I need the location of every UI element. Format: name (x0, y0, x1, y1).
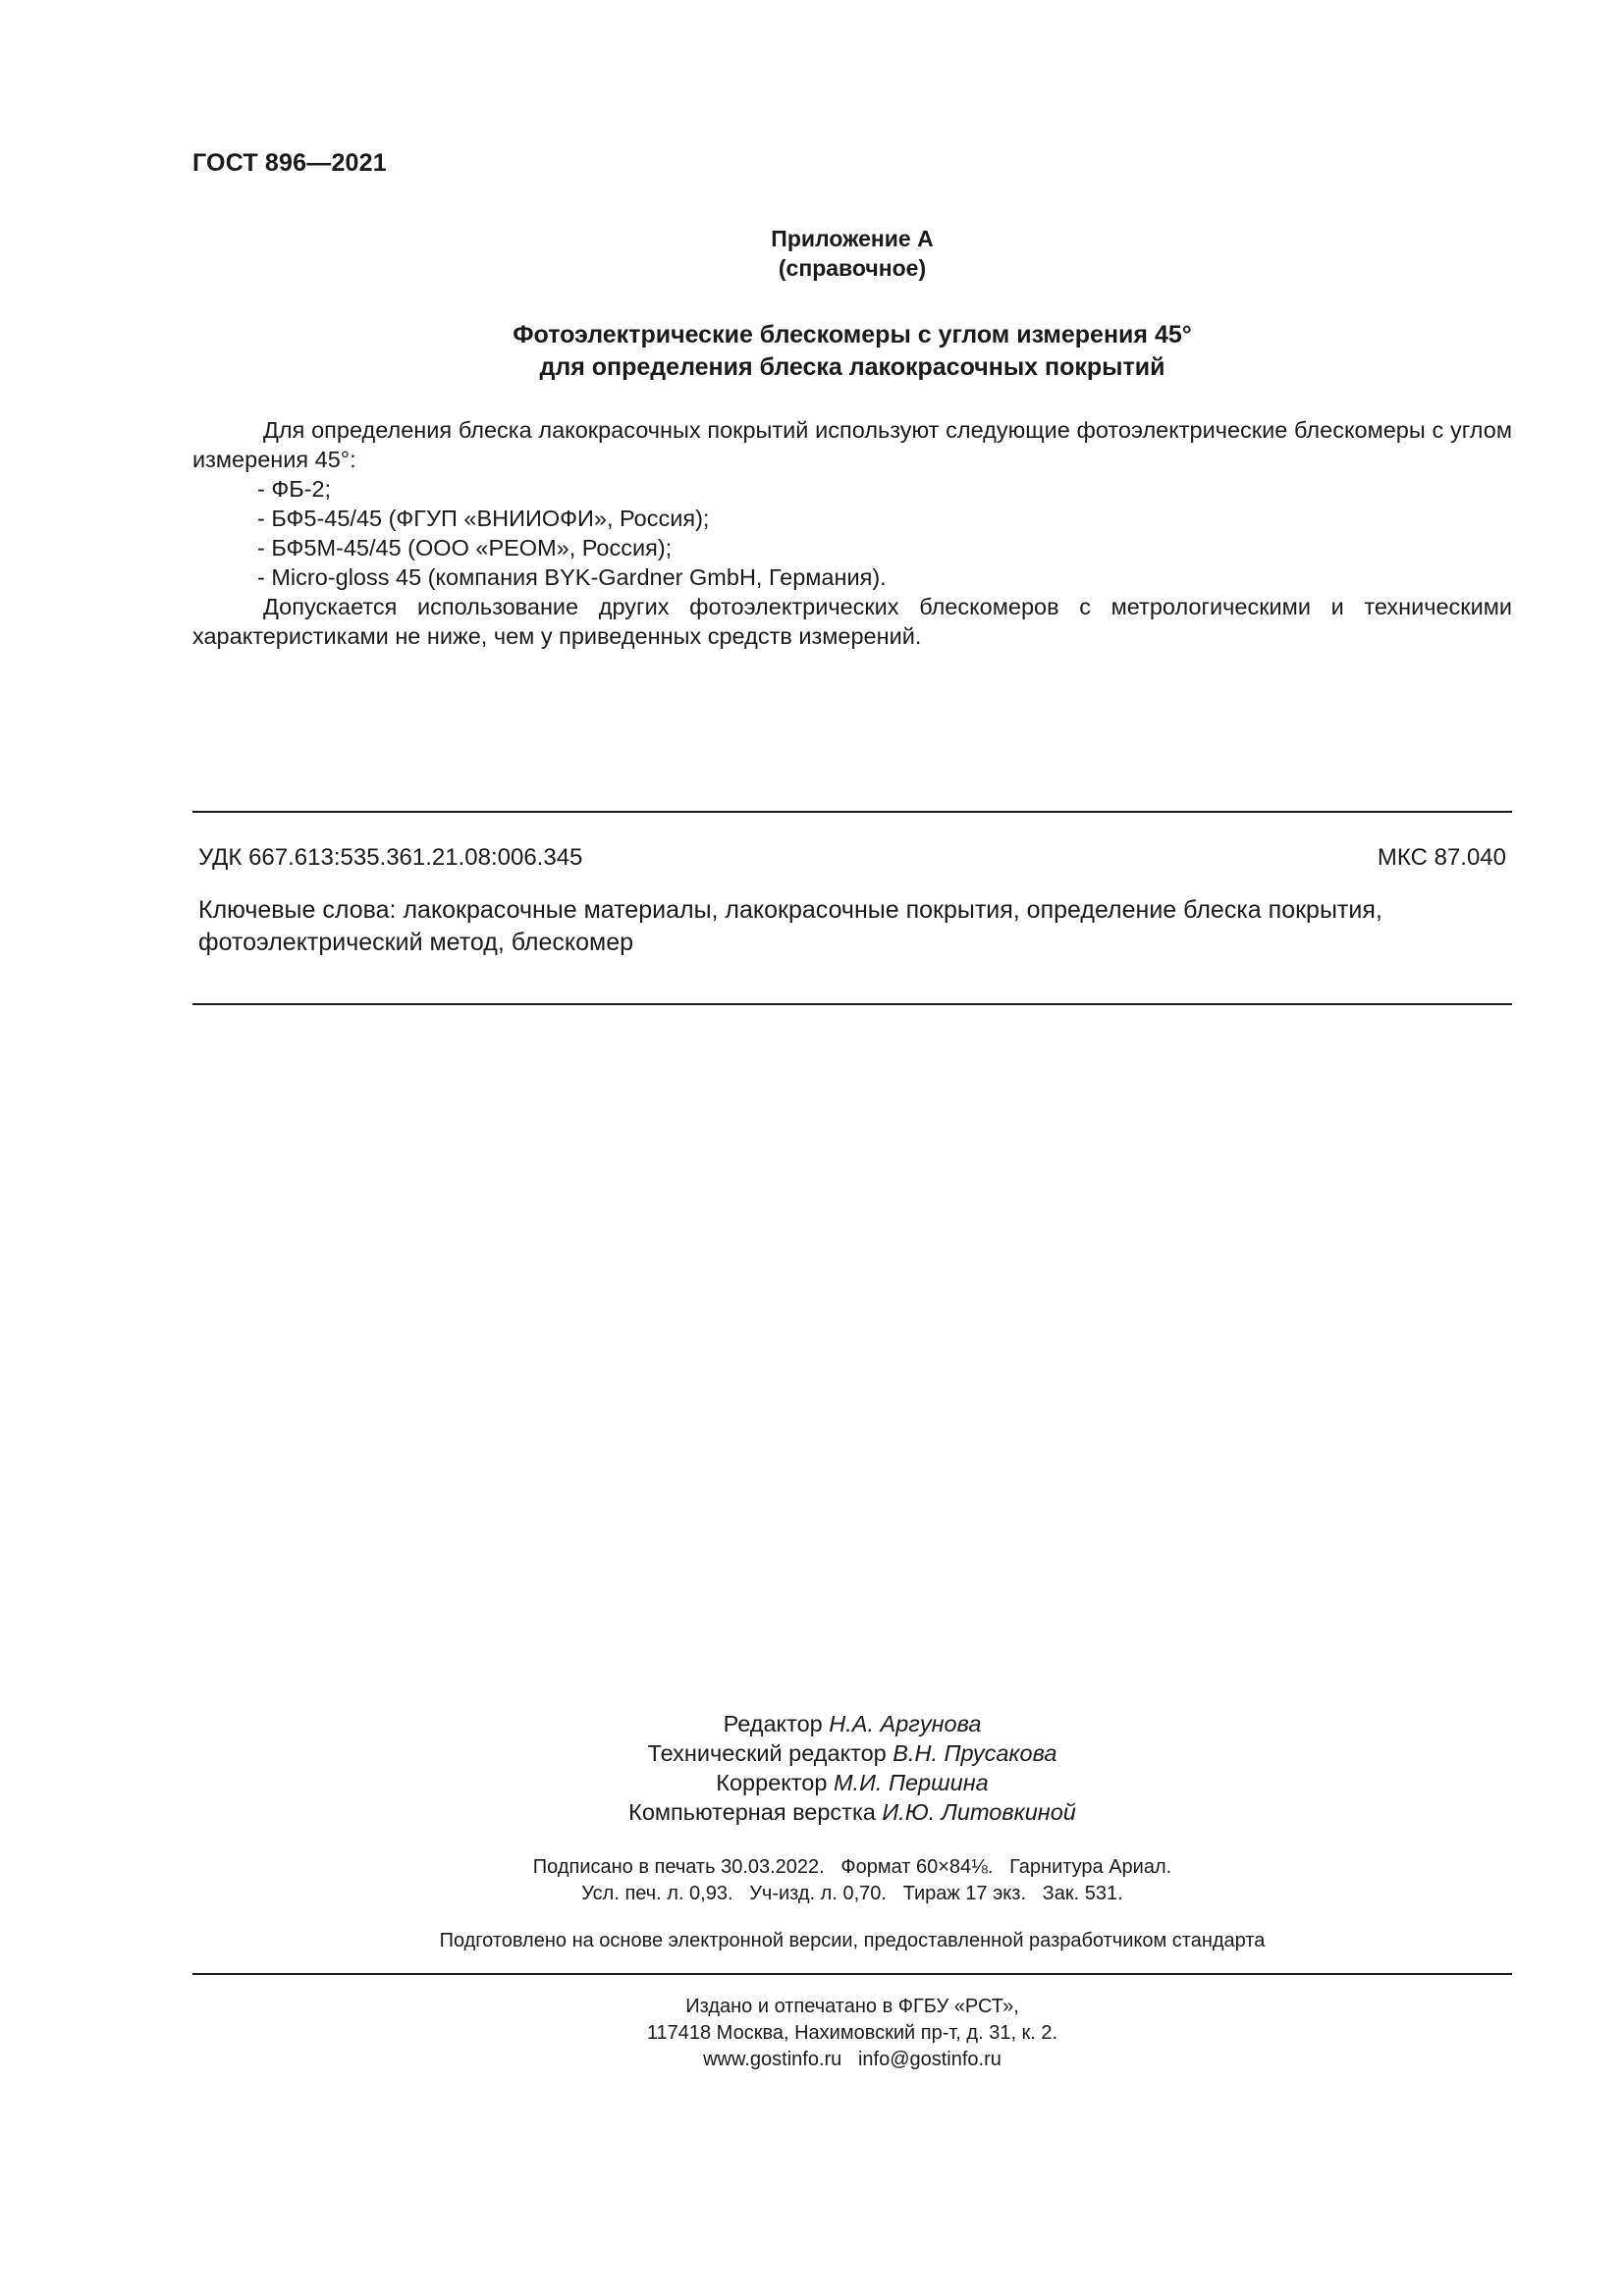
credit-role: Компьютерная верстка (628, 1799, 876, 1825)
credit-line (192, 1738, 1512, 1768)
list-item: - ФБ-2; (257, 476, 332, 502)
credit-line (192, 1797, 1512, 1827)
annex-body (192, 415, 1512, 651)
credit-role: Технический редактор (647, 1740, 887, 1766)
prepared-note: Подготовлено на основе электронной версии, предоставленной разработчиком стандарта (439, 1930, 1266, 1951)
intro-paragraph: Для определения блеска лакокрасочных покрытий используют следующие фотоэлектрические блескомеры с углом измерения 45°: (192, 417, 1512, 472)
closing-paragraph: Допускается использование других фотоэлектрических блескомеров с метрологическими и техническими характеристиками не ниже, чем у приведенных средств измерений. (192, 594, 1512, 649)
list-item: - Micro-gloss 45 (компания BYK-Gardner GmbH, Германия). (257, 564, 887, 590)
divider-top (192, 811, 1512, 813)
credit-name: И.Ю. Литовкиной (882, 1799, 1076, 1825)
credit-name: В.Н. Прусакова (893, 1740, 1057, 1766)
publisher-line3: www.gostinfo.ru info@gostinfo.ru (703, 2049, 1001, 2070)
credits-block (192, 1709, 1512, 1827)
print-info-line1: Подписано в печать 30.03.2022. Формат 60×84⅛. Гарнитура Ариал. (532, 1856, 1172, 1878)
print-info-line2: Усл. печ. л. 0,93. Уч-изд. л. 0,70. Тираж 17 экз. Зак. 531. (581, 1883, 1123, 1904)
list-item: - БФ5М-45/45 (ООО «РЕОМ», Россия); (257, 535, 673, 561)
keywords: Ключевые слова: лакокрасочные материалы, лакокрасочные покрытия, определение блеска покрытия, фотоэлектрический метод, блескомер (198, 896, 1382, 956)
annex-heading-line2: для определения блеска лакокрасочных покрытий (539, 353, 1165, 381)
credit-role: Корректор (716, 1770, 828, 1795)
annex-title: Приложение А (771, 226, 934, 251)
publisher-block (192, 1994, 1512, 2073)
annex-title-block (192, 224, 1512, 283)
list-item: - БФ5-45/45 (ФГУП «ВНИИОФИ», Россия); (257, 506, 710, 531)
publisher-line1: Издано и отпечатано в ФГБУ «РСТ», (685, 1996, 1019, 2017)
annex-heading (192, 319, 1512, 384)
divider-bottom (192, 1003, 1512, 1005)
credit-line (192, 1768, 1512, 1797)
credit-line (192, 1709, 1512, 1738)
mks-code: МКС 87.040 (1377, 844, 1506, 871)
credit-name: М.И. Першина (833, 1770, 989, 1795)
standard-number: ГОСТ 896—2021 (192, 149, 387, 177)
annex-status: (справочное) (778, 255, 927, 281)
credit-name: Н.А. Аргунова (829, 1711, 982, 1736)
publisher-line2: 117418 Москва, Нахимовский пр-т, д. 31, к. 2. (646, 2022, 1058, 2044)
annex-heading-line1: Фотоэлектрические блескомеры с углом измерения 45° (513, 321, 1192, 348)
udc-code: УДК 667.613:535.361.21.08:006.345 (198, 844, 583, 871)
credit-role: Редактор (723, 1711, 823, 1736)
divider-footer (192, 1973, 1512, 1975)
print-info (192, 1854, 1512, 1907)
classification-row (198, 844, 1506, 872)
